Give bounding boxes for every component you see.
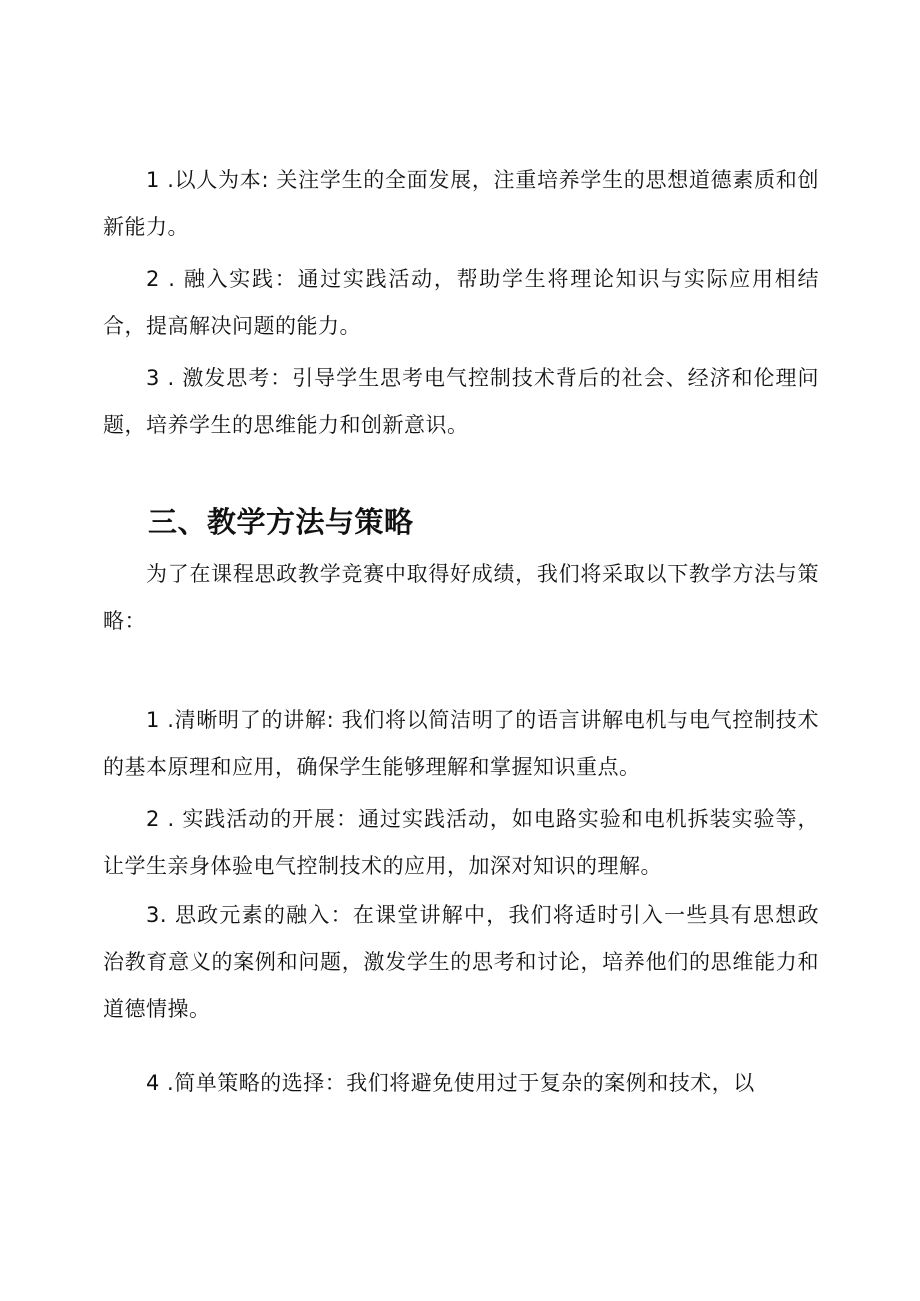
principle-item-2: 2 . 融入实践：通过实践活动，帮助学生将理论知识与实际应用相结合，提高解决问题的能力。 — [103, 267, 819, 338]
method-item-1: 1 .清晰明了的讲解: 我们将以简洁明了的语言讲解电机与电气控制技术的基本原理和应用，确保学生能够理解和掌握知识重点。 — [103, 708, 819, 779]
principle-item-1: 1 .以人为本: 关注学生的全面发展，注重培养学生的思想道德素质和创新能力。 — [103, 168, 819, 239]
section-heading: 三、教学方法与策略 — [148, 505, 414, 539]
section-intro: 为了在课程思政教学竞赛中取得好成绩，我们将采取以下教学方法与策略： — [103, 562, 819, 633]
method-item-3: 3. 思政元素的融入：在课堂讲解中，我们将适时引入一些具有思想政治教育意义的案例和问题，激发学生的思考和讨论，培养他们的思维能力和道德情操。 — [103, 903, 819, 1021]
method-item-2: 2 . 实践活动的开展：通过实践活动，如电路实验和电机拆装实验等，让学生亲身体验电气控制技术的应用，加深对知识的理解。 — [103, 807, 819, 878]
principle-item-3: 3 . 激发思考：引导学生思考电气控制技术背后的社会、经济和伦理问题，培养学生的思维能力和创新意识。 — [103, 366, 819, 437]
method-item-4: 4 .简单策略的选择：我们将避免使用过于复杂的案例和技术，以 — [146, 1071, 755, 1095]
